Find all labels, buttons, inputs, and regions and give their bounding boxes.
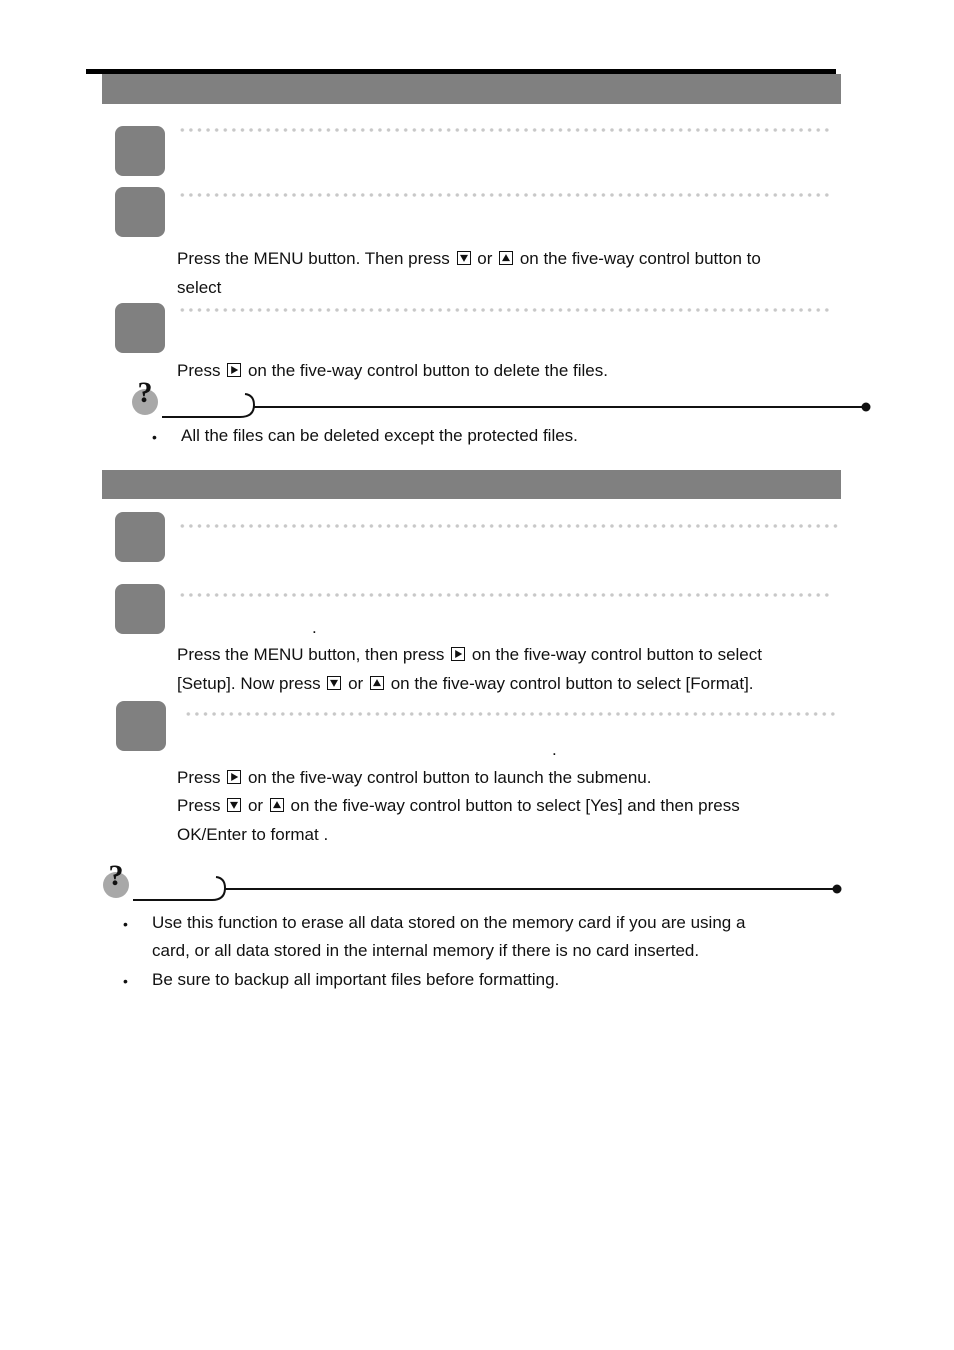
bullet-icon: • <box>123 973 128 989</box>
instruction-line <box>177 645 762 665</box>
instruction-text: Press <box>177 768 221 787</box>
step-marker-1 <box>115 126 165 176</box>
instruction-text: Press the MENU button. Then press <box>177 249 450 268</box>
instruction-text: on the five-way control button to delete the files. <box>247 361 608 380</box>
step-marker-2 <box>115 584 165 634</box>
instruction-text: or <box>348 674 364 693</box>
up-arrow-key-icon <box>270 798 284 812</box>
note-bullet-text: Use this function to erase all data stored on the memory card if you are using a <box>152 913 746 932</box>
note-bullet-item <box>123 971 128 991</box>
instruction-line <box>177 825 328 845</box>
bullet-icon: • <box>123 916 128 932</box>
section-header-bar-format <box>102 470 841 499</box>
instruction-line <box>177 249 761 269</box>
instruction-text: on the five-way control button to select [Format]. <box>390 674 754 693</box>
up-arrow-key-icon <box>499 251 513 265</box>
right-arrow-key-icon <box>451 647 465 661</box>
instruction-text: on the five-way control button to select <box>471 645 762 664</box>
instruction-text: OK/Enter to format . <box>177 825 329 844</box>
right-arrow-key-icon <box>227 363 241 377</box>
instruction-text: on the five-way control button to select [Yes] and then press <box>290 796 740 815</box>
instruction-line <box>177 674 754 694</box>
note-divider <box>101 860 846 904</box>
up-arrow-key-icon <box>370 676 384 690</box>
instruction-line <box>177 796 740 816</box>
dotted-leader-1 <box>178 128 832 132</box>
dotted-leader-3 <box>184 712 836 716</box>
svg-text:?: ? <box>108 860 124 892</box>
step-marker-3 <box>115 303 165 353</box>
right-arrow-key-icon <box>227 770 241 784</box>
dotted-leader-1 <box>178 524 840 528</box>
instruction-text: on the five-way control button to launch the submenu. <box>247 768 652 787</box>
note-bullet-text: Be sure to backup all important files before formatting. <box>152 970 560 989</box>
down-arrow-key-icon <box>227 798 241 812</box>
step-marker-1 <box>115 512 165 562</box>
note-bullet-item <box>152 427 157 447</box>
dotted-leader-2 <box>178 593 832 597</box>
section-header-bar-delete-all <box>102 74 841 104</box>
dotted-leader-3 <box>178 308 832 312</box>
instruction-text: on the five-way control button to <box>519 249 761 268</box>
instruction-line <box>177 768 651 788</box>
instruction-text: select <box>177 278 222 297</box>
instruction-text: Press <box>177 361 221 380</box>
down-arrow-key-icon <box>327 676 341 690</box>
note-bullet-text: card, or all data stored in the internal memory if there is no card inserted. <box>152 941 700 960</box>
down-arrow-key-icon <box>457 251 471 265</box>
note-divider <box>130 378 875 422</box>
step-marker-2 <box>115 187 165 237</box>
question-mark-note-icon <box>132 378 158 415</box>
instruction-text: [Setup]. Now press <box>177 674 321 693</box>
instruction-line <box>177 278 221 298</box>
question-mark-note-icon <box>103 860 129 898</box>
instruction-text: Press <box>177 796 221 815</box>
trailing-period: . <box>552 740 557 759</box>
note-bullet-text: All the files can be deleted except the protected files. <box>181 426 578 445</box>
svg-text:?: ? <box>137 378 153 409</box>
step-marker-3 <box>116 701 166 751</box>
instruction-text: Press the MENU button, then press <box>177 645 445 664</box>
trailing-period: . <box>312 618 317 637</box>
dotted-leader-2 <box>178 193 832 197</box>
instruction-text: or <box>477 249 493 268</box>
note-bullet-item <box>123 914 128 934</box>
instruction-text: or <box>247 796 264 815</box>
bullet-icon: • <box>152 429 157 445</box>
